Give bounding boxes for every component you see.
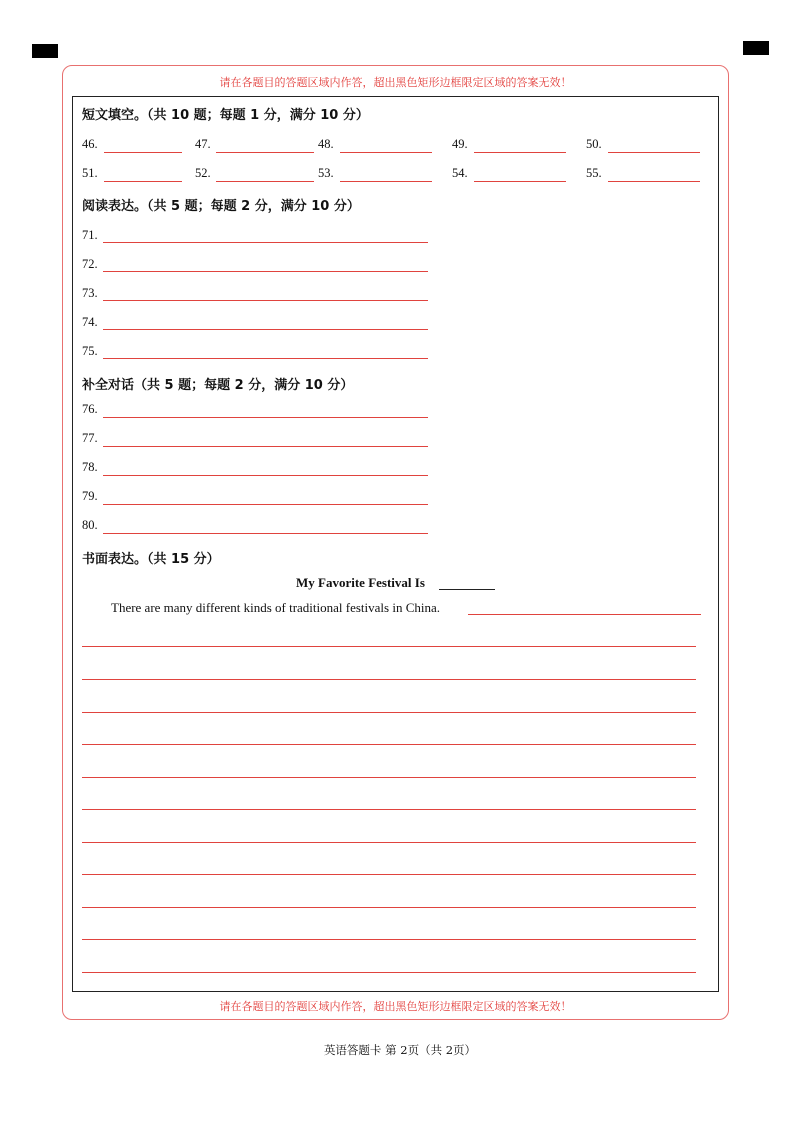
warning-bottom: 请在各题目的答题区域内作答，超出黑色矩形边框限定区域的答案无效！ (219, 1000, 572, 1013)
essay-writing-line[interactable] (82, 939, 696, 940)
essay-writing-line[interactable] (82, 874, 696, 875)
section-writing-title: 书面表达。（共 15 分） (82, 552, 220, 567)
q48-answer-line[interactable] (340, 152, 432, 153)
q77-label: 77. (82, 431, 98, 445)
alignment-marker-right (743, 41, 769, 55)
essay-title-blank[interactable] (439, 589, 495, 590)
q76-label: 76. (82, 402, 98, 416)
q49-answer-line[interactable] (474, 152, 566, 153)
essay-writing-line[interactable] (82, 646, 696, 647)
essay-writing-line[interactable] (82, 777, 696, 778)
q78-label: 78. (82, 460, 98, 474)
q46-answer-line[interactable] (104, 152, 182, 153)
q79-label: 79. (82, 489, 98, 503)
essay-writing-line[interactable] (82, 842, 696, 843)
q49-label: 49. (452, 137, 468, 151)
q55-answer-line[interactable] (608, 181, 700, 182)
essay-writing-line[interactable] (82, 744, 696, 745)
q47-label: 47. (195, 137, 211, 151)
q47-answer-line[interactable] (216, 152, 314, 153)
q51-answer-line[interactable] (104, 181, 182, 182)
q74-label: 74. (82, 315, 98, 329)
essay-title: My Favorite Festival Is (296, 575, 425, 590)
q75-label: 75. (82, 344, 98, 358)
q75-answer-line[interactable] (103, 358, 428, 359)
q80-label: 80. (82, 518, 98, 532)
q72-label: 72. (82, 257, 98, 271)
essay-writing-line[interactable] (82, 809, 696, 810)
q55-label: 55. (586, 166, 602, 180)
essay-writing-line[interactable] (82, 712, 696, 713)
section-cloze-title: 短文填空。（共 10 题；每题 1 分，满分 10 分） (82, 108, 369, 123)
essay-writing-line[interactable] (82, 679, 696, 680)
q48-label: 48. (318, 137, 334, 151)
q80-answer-line[interactable] (103, 533, 428, 534)
q79-answer-line[interactable] (103, 504, 428, 505)
page-footer: 英语答题卡 第 2页（共 2页） (323, 1043, 477, 1057)
warning-top: 请在各题目的答题区域内作答，超出黑色矩形边框限定区域的答案无效！ (219, 76, 572, 89)
q74-answer-line[interactable] (103, 329, 428, 330)
essay-intro-sentence: There are many different kinds of traditional festivals in China. (111, 600, 440, 615)
q76-answer-line[interactable] (103, 417, 428, 418)
q71-label: 71. (82, 228, 98, 242)
q73-answer-line[interactable] (103, 300, 428, 301)
q72-answer-line[interactable] (103, 271, 428, 272)
q54-answer-line[interactable] (474, 181, 566, 182)
q50-answer-line[interactable] (608, 152, 700, 153)
q50-label: 50. (586, 137, 602, 151)
essay-writing-line[interactable] (82, 907, 696, 908)
q77-answer-line[interactable] (103, 446, 428, 447)
alignment-marker-left (32, 44, 58, 58)
q53-label: 53. (318, 166, 334, 180)
q53-answer-line[interactable] (340, 181, 432, 182)
q71-answer-line[interactable] (103, 242, 428, 243)
q52-label: 52. (195, 166, 211, 180)
q54-label: 54. (452, 166, 468, 180)
q51-label: 51. (82, 166, 98, 180)
q73-label: 73. (82, 286, 98, 300)
q52-answer-line[interactable] (216, 181, 314, 182)
section-reading-title: 阅读表达。（共 5 题；每题 2 分，满分 10 分） (82, 199, 360, 214)
essay-writing-line[interactable] (82, 972, 696, 973)
q78-answer-line[interactable] (103, 475, 428, 476)
essay-first-line[interactable] (468, 614, 701, 615)
section-dialogue-title: 补全对话（共 5 题；每题 2 分，满分 10 分） (82, 378, 354, 393)
q46-label: 46. (82, 137, 98, 151)
answer-box (72, 96, 719, 992)
